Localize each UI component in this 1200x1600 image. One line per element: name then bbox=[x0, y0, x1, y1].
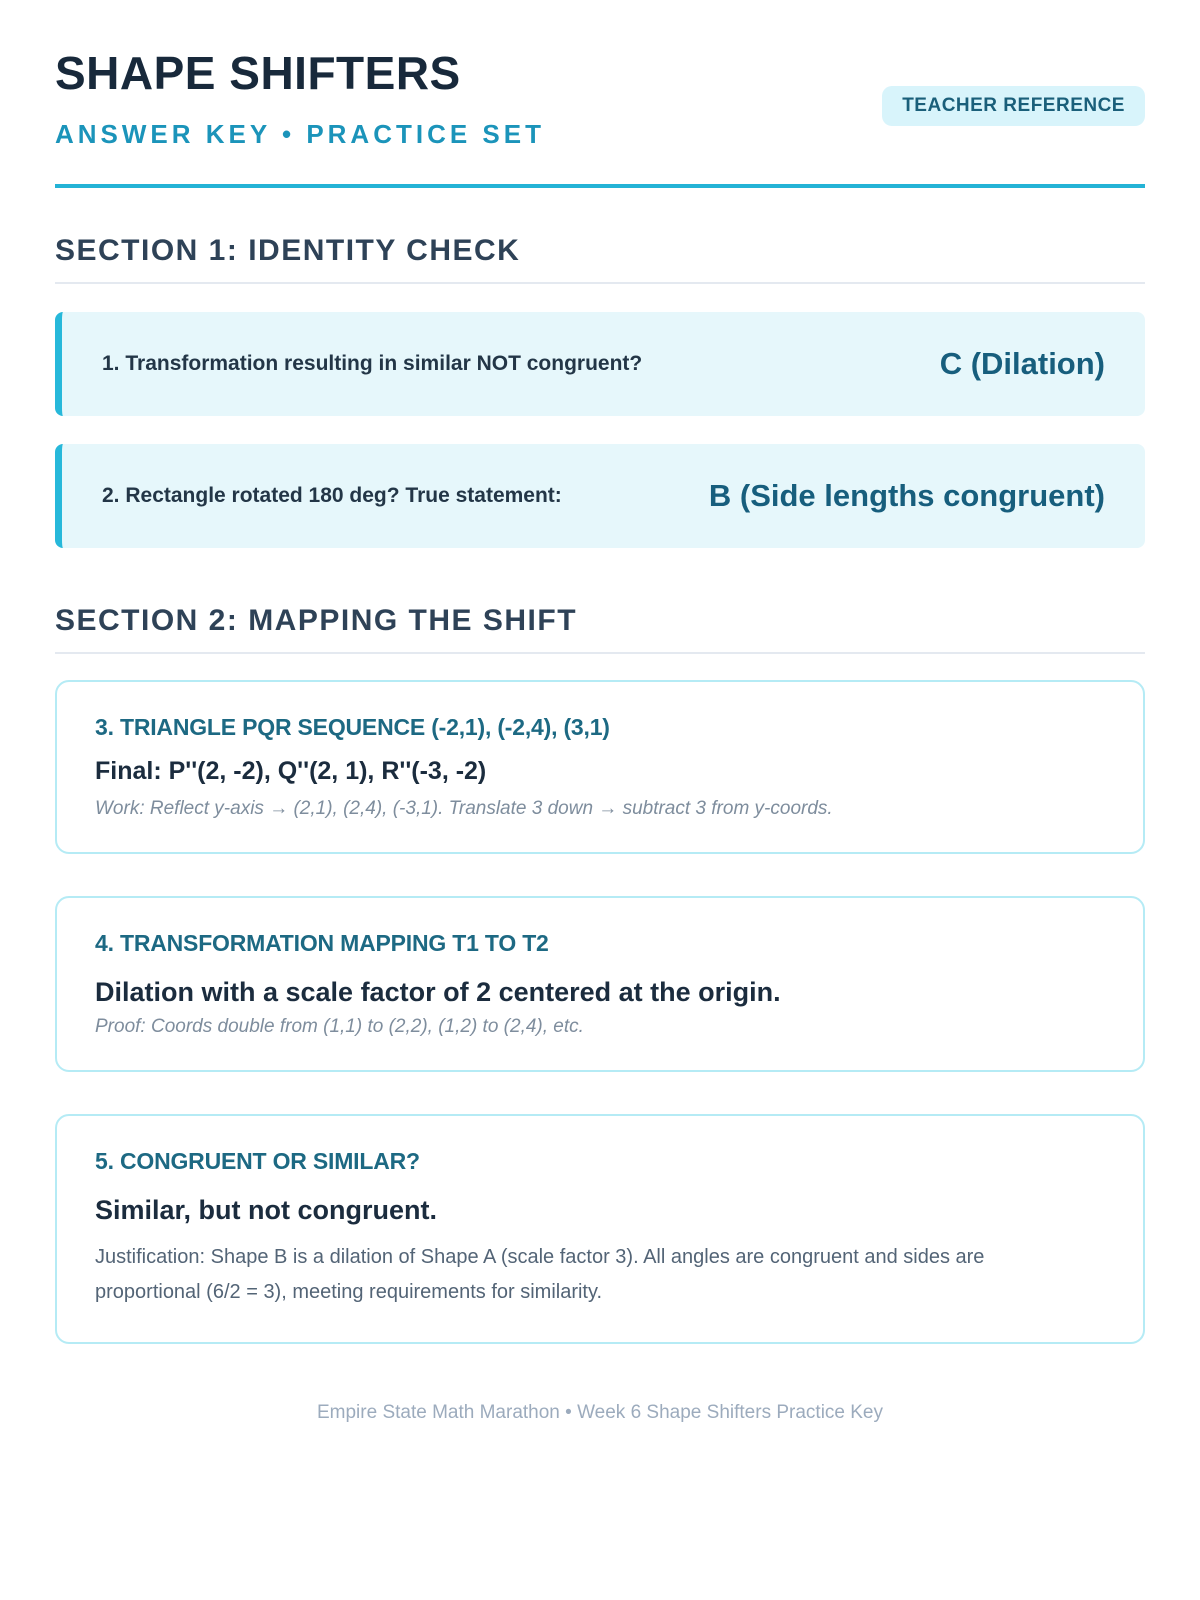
question-5-card bbox=[55, 1114, 1145, 1344]
question-3-title: 3. TRIANGLE PQR SEQUENCE (-2,1), (-2,4), (3,1) bbox=[95, 713, 610, 740]
question-3-answer: Final: P''(2, -2), Q''(2, 1), R''(-3, -2) bbox=[95, 756, 487, 785]
question-4-answer: Dilation with a scale factor of 2 centered at the origin. bbox=[95, 976, 781, 1007]
page-title: SHAPE SHIFTERS bbox=[55, 47, 461, 99]
question-3-card bbox=[55, 680, 1145, 854]
question-3-work-note: Work: Reflect y-axis → (2,1), (2,4), (-3,1). Translate 3 down → subtract 3 from y-coords. bbox=[95, 797, 833, 819]
section-1-rule bbox=[55, 282, 1145, 284]
question-2-text: 2. Rectangle rotated 180 deg? True statement: bbox=[102, 483, 562, 507]
section-2-heading: SECTION 2: MAPPING THE SHIFT bbox=[55, 603, 578, 637]
question-4-card bbox=[55, 896, 1145, 1072]
question-2-answer: B (Side lengths congruent) bbox=[708, 477, 1105, 513]
question-4-proof-note: Proof: Coords double from (1,1) to (2,2), (1,2) to (2,4), etc. bbox=[95, 1015, 584, 1037]
section-2-rule bbox=[55, 652, 1145, 654]
title-block bbox=[55, 48, 545, 150]
question-1-answer: C (Dilation) bbox=[939, 345, 1105, 381]
question-1-text: 1. Transformation resulting in similar NOT congruent? bbox=[102, 351, 643, 375]
section-1-heading: SECTION 1: IDENTITY CHECK bbox=[55, 233, 521, 267]
page-subtitle: ANSWER KEY • PRACTICE SET bbox=[55, 118, 545, 149]
teacher-reference-badge: TEACHER REFERENCE bbox=[882, 86, 1145, 126]
question-4-title: 4. TRANSFORMATION MAPPING T1 TO T2 bbox=[95, 929, 549, 956]
question-5-answer: Similar, but not congruent. bbox=[95, 1194, 438, 1225]
header-divider bbox=[55, 184, 1145, 188]
question-1-card bbox=[55, 312, 1145, 416]
question-5-title: 5. CONGRUENT OR SIMILAR? bbox=[95, 1147, 420, 1174]
footer-note: Empire State Math Marathon • Week 6 Shape Shifters Practice Key bbox=[316, 1401, 883, 1423]
question-2-card bbox=[55, 444, 1145, 548]
page-header bbox=[55, 48, 1145, 150]
answer-key-page bbox=[55, 0, 1145, 1424]
question-5-justification: Justification: Shape B is a dilation of Shape A (scale factor 3). All angles are congruent and sides are proportional (6/2 = 3), meeting requirements for similarity. bbox=[95, 1245, 985, 1303]
